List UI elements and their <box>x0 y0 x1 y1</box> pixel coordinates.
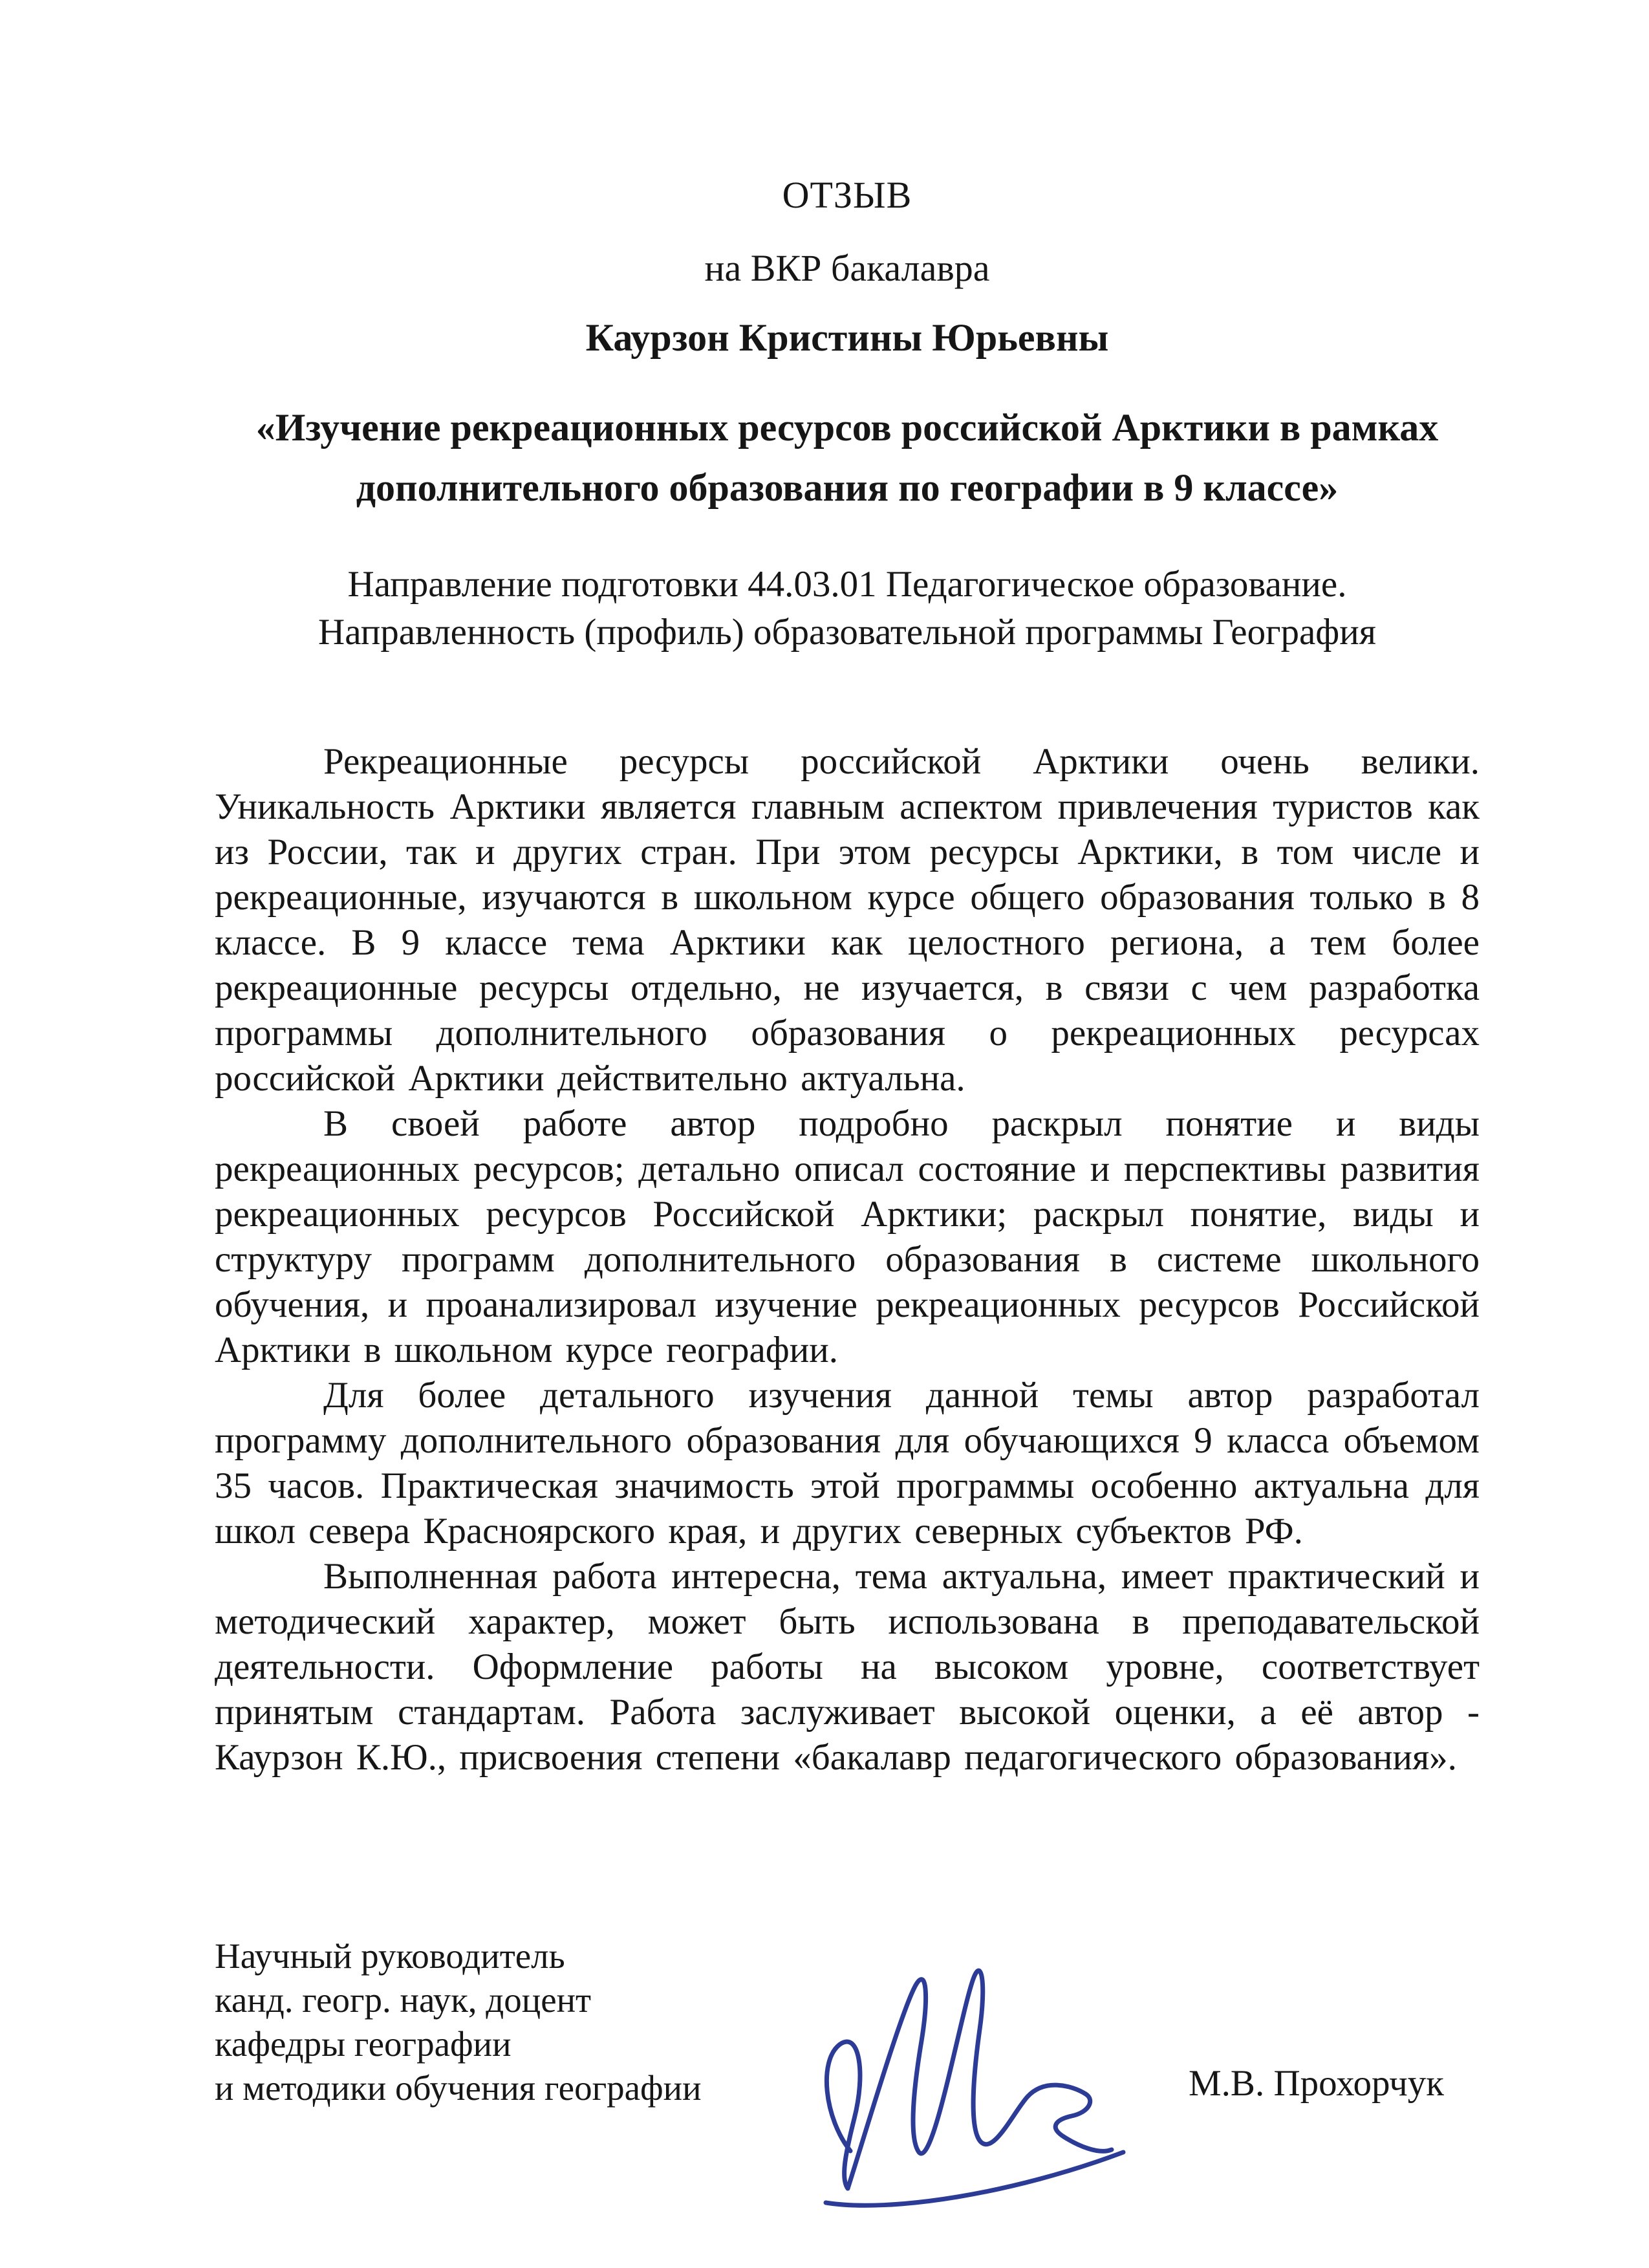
student-name: Каурзон Кристины Юрьевны <box>585 316 1109 359</box>
document-subtitle: на ВКР бакалавра <box>704 247 990 289</box>
thesis-title: «Изучение рекреационных ресурсов российской Арктики в рамках дополнительного образования по географии в 9 классе» <box>255 406 1439 509</box>
supervisor-department: кафедры географии <box>215 2024 512 2064</box>
document-title: ОТЗЫВ <box>782 174 912 216</box>
supervisor-department-2: и методики обучения географии <box>215 2068 702 2108</box>
signature-block <box>215 1934 1480 2206</box>
review-body <box>215 739 1480 1780</box>
program-profile: Направленность (профиль) образовательной программы География <box>318 612 1376 653</box>
paragraph-4: Выполненная работа интересна, тема актуальна, имеет практический и методический характер, может быть использована в преподавательской деятельности. Оформление работы на высоком уровне, соответствует принятым стандартам. Работа заслуживает высокой оценки, а её автор - Каурзон К.Ю., присвоения степени «бакалавр педагогического образования». <box>215 1556 1480 1778</box>
paragraph-3: Для более детального изучения данной темы автор разработал программу дополнительного образования для обучающихся 9 класса объемом 35 часов. Практическая значимость этой программы особенно актуальна для школ севера Красноярского края, и других северных субъектов РФ. <box>215 1375 1480 1552</box>
supervisor-name: М.В. Прохорчук <box>1189 2063 1444 2104</box>
paragraph-2: В своей работе автор подробно раскрыл понятие и виды рекреационных ресурсов; детально описал состояние и перспективы развития рекреационных ресурсов Российской Арктики; раскрыл понятие, виды и структуру программ дополнительного образования в системе школьного обучения, и проанализировал изучение рекреационных ресурсов Российской Арктики в школьном курсе географии. <box>215 1103 1480 1371</box>
supervisor-role: Научный руководитель <box>215 1936 565 1976</box>
program-direction: Направление подготовки 44.03.01 Педагогическое образование. <box>347 564 1347 605</box>
heading-block <box>215 173 1480 656</box>
program-info <box>215 561 1480 656</box>
supervisor-degree: канд. геогр. наук, доцент <box>215 1980 592 2020</box>
paragraph-1: Рекреационные ресурсы российской Арктики очень велики. Уникальность Арктики является главным аспектом привлечения туристов как из России, так и других стран. При этом ресурсы Арктики, в том числе и рекреационные, изучаются в школьном курсе общего образования только в 8 классе. В 9 классе тема Арктики как целостного региона, а тем более рекреационные ресурсы отдельно, не изучается, в связи с чем разработка программы дополнительного образования о рекреационных ресурсах российской Арктики действительно актуальна. <box>215 741 1480 1099</box>
